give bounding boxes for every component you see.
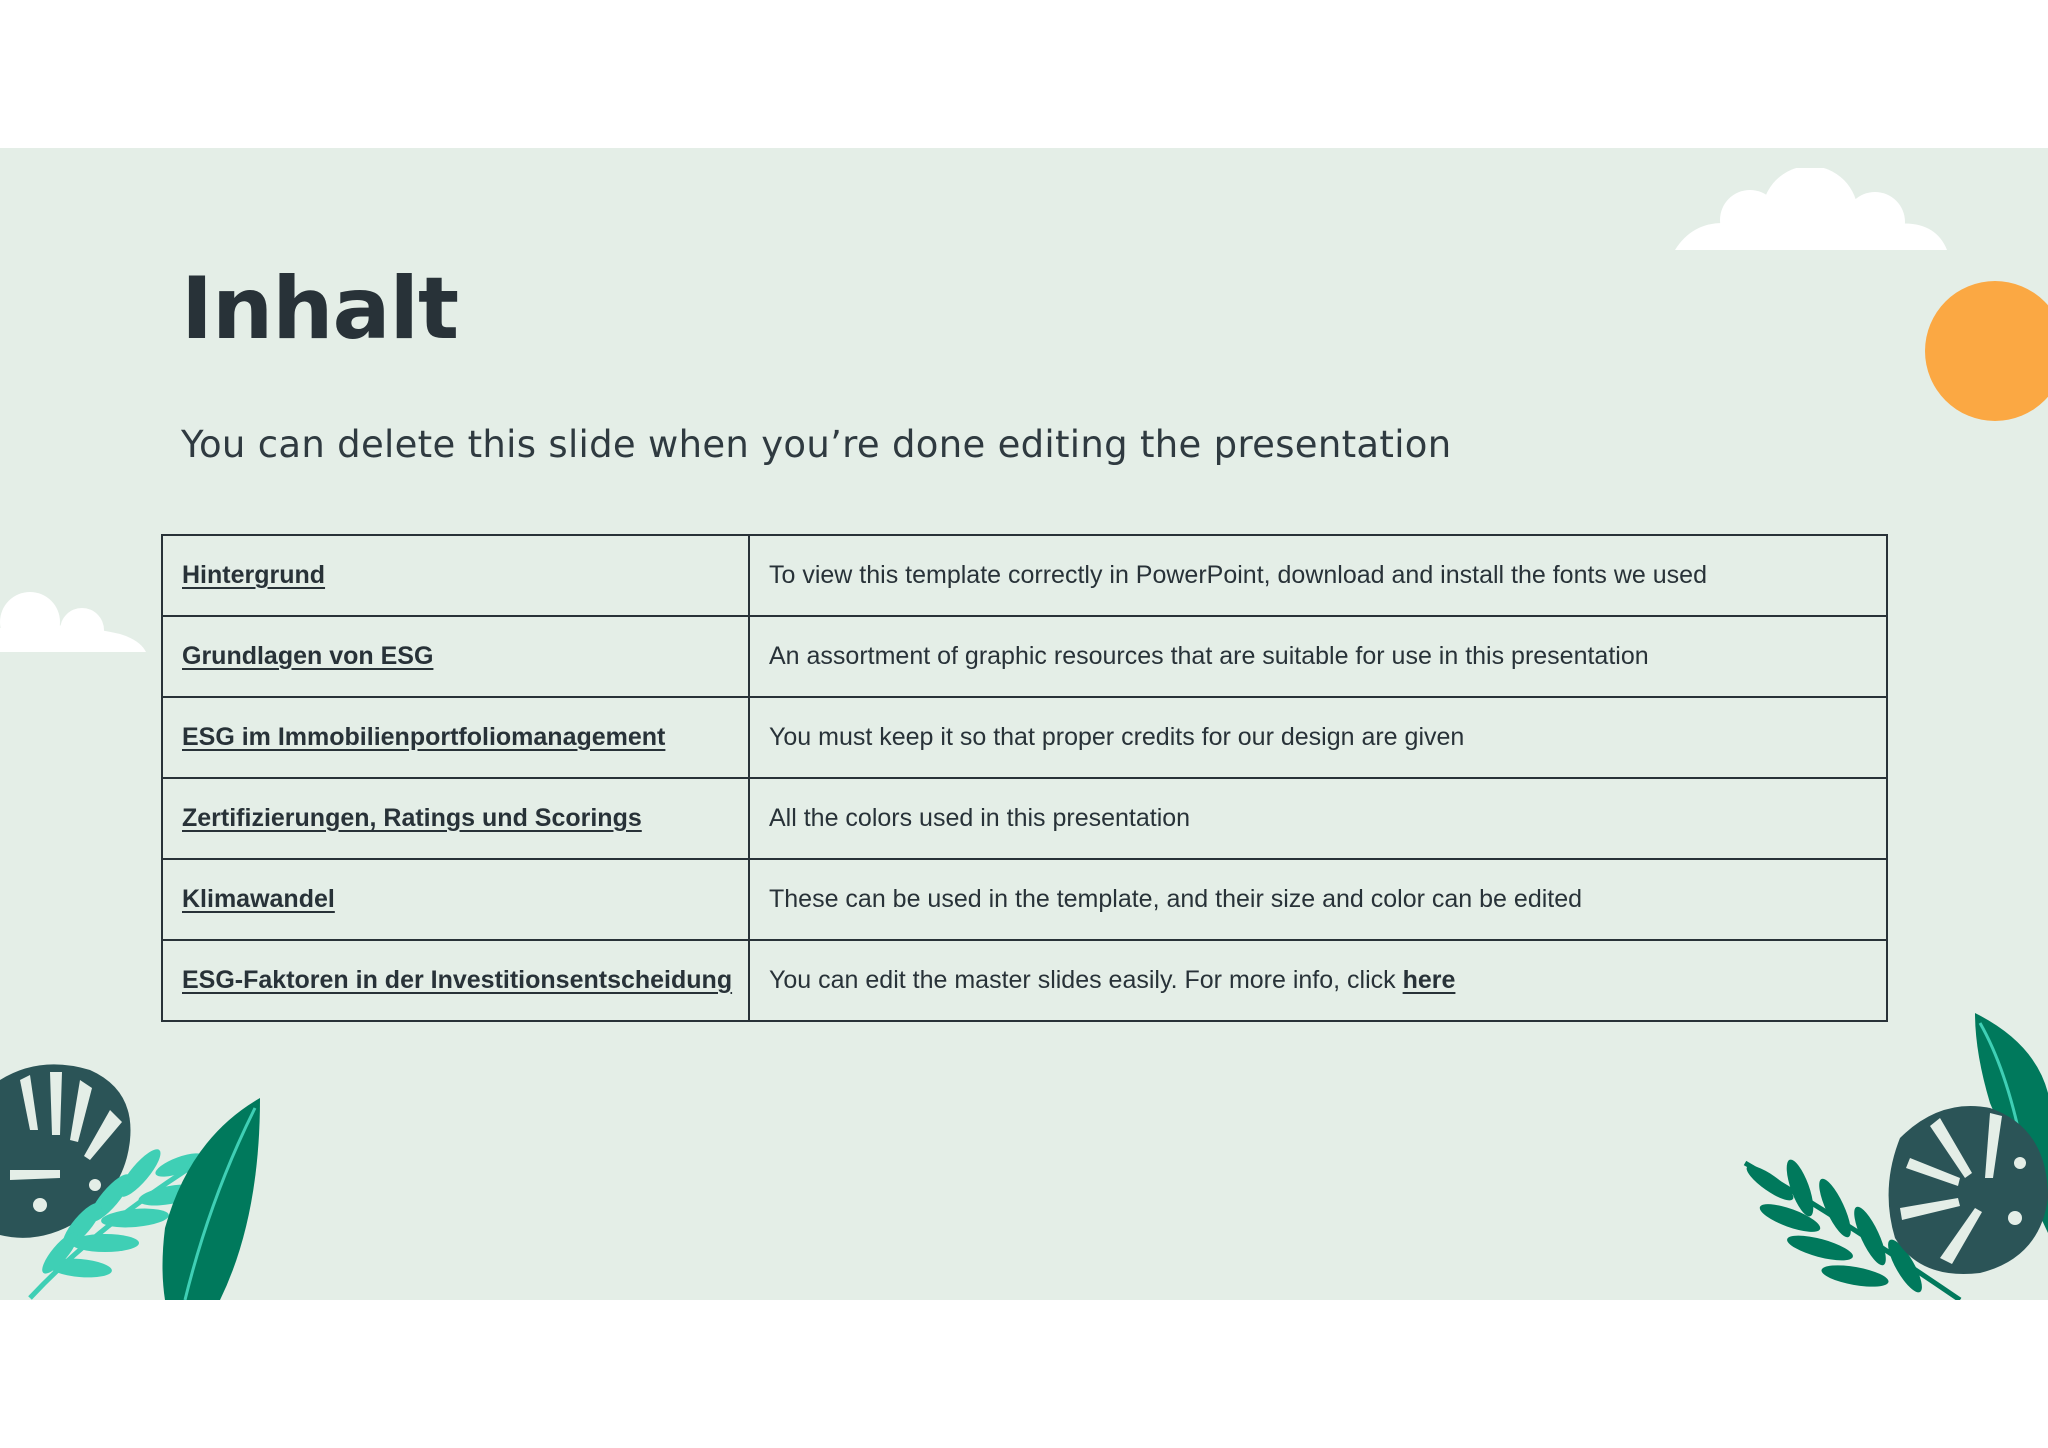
topic-link-hintergrund[interactable]: Hintergrund <box>162 535 749 616</box>
topic-link-investitionsentscheidung[interactable]: ESG-Faktoren in der Investitionsentscheidung <box>162 940 749 1021</box>
table-row <box>162 859 1887 940</box>
here-link[interactable]: here <box>1402 966 1456 994</box>
row-description-text: You can edit the master slides easily. For more info, click <box>769 966 1403 994</box>
banana-leaf-icon <box>160 1098 260 1300</box>
topic-link-portfoliomanagement[interactable]: ESG im Immobilienportfoliomanagement <box>162 697 749 778</box>
table-row <box>162 616 1887 697</box>
row-description: These can be used in the template, and their size and color can be edited <box>749 859 1887 940</box>
cloud-icon <box>0 590 146 652</box>
row-description: An assortment of graphic resources that are suitable for use in this presentation <box>749 616 1887 697</box>
topic-link-grundlagen[interactable]: Grundlagen von ESG <box>162 616 749 697</box>
topic-link-zertifizierungen[interactable]: Zertifizierungen, Ratings und Scorings <box>162 778 749 859</box>
page-subtitle: You can delete this slide when you’re done editing the presentation <box>181 423 1452 466</box>
table-row <box>162 940 1887 1021</box>
row-description <box>749 940 1887 1021</box>
topic-link-klimawandel[interactable]: Klimawandel <box>162 859 749 940</box>
table-row <box>162 697 1887 778</box>
contents-table <box>161 534 1888 1022</box>
table-row <box>162 535 1887 616</box>
page-title: Inhalt <box>181 259 459 359</box>
row-description: To view this template correctly in PowerPoint, download and install the fonts we used <box>749 535 1887 616</box>
row-description: All the colors used in this presentation <box>749 778 1887 859</box>
sun-icon <box>1925 281 2048 425</box>
monstera-leaf-icon <box>1880 1098 2048 1280</box>
row-description: You must keep it so that proper credits for our design are given <box>749 697 1887 778</box>
cloud-icon <box>1675 168 1947 250</box>
table-row <box>162 778 1887 859</box>
slide <box>0 148 2048 1300</box>
